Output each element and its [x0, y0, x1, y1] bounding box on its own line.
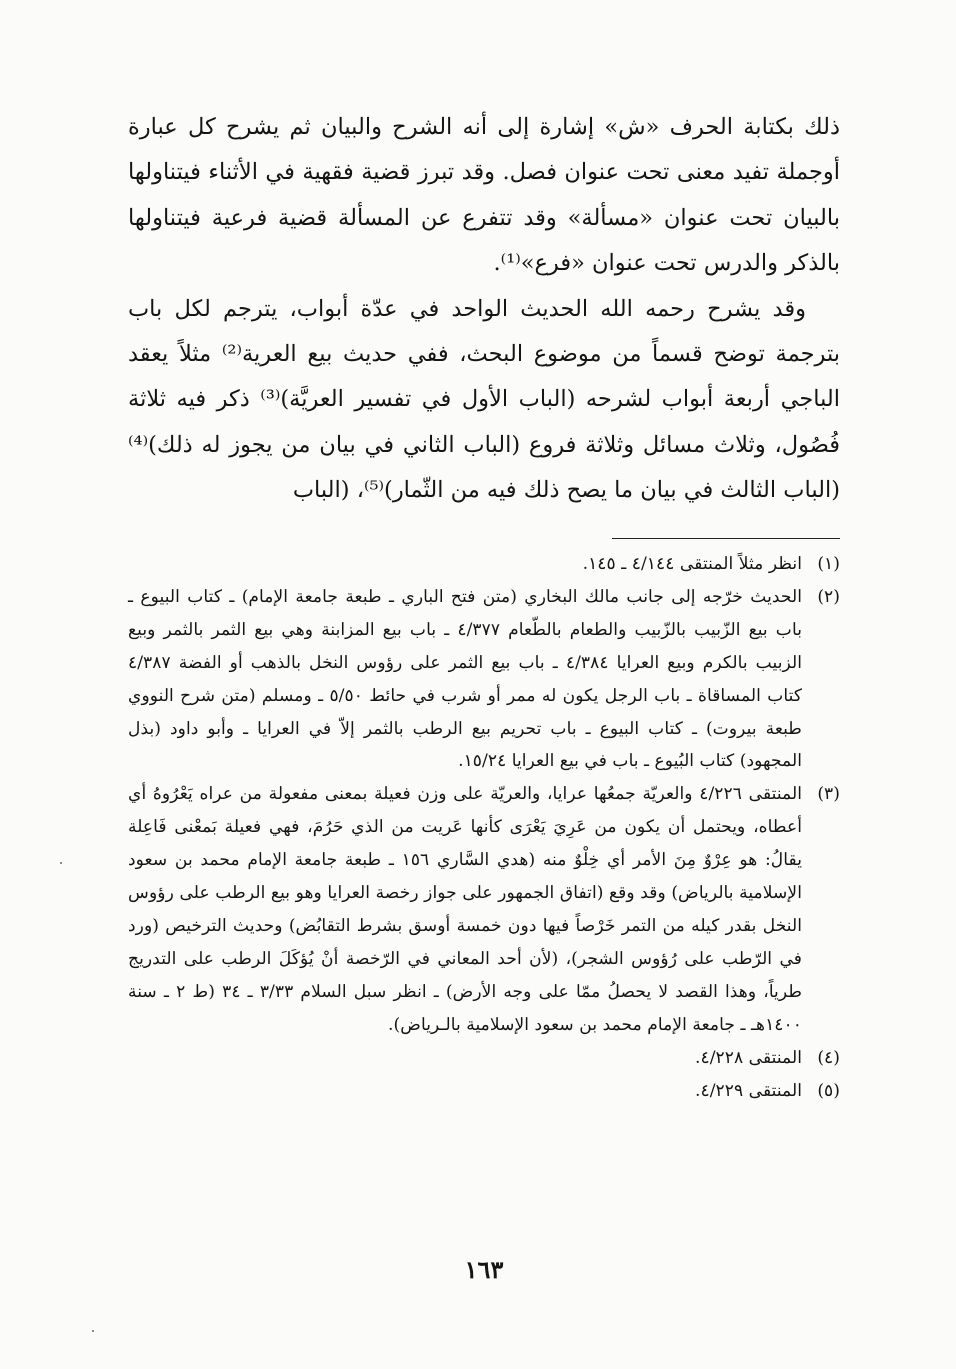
footnote-number: (٣)	[817, 784, 840, 805]
footnote-5	[128, 1075, 840, 1108]
footnotes	[128, 548, 840, 1107]
footnote-text: المنتقى ٤/٢٢٩.	[695, 1080, 802, 1101]
main-text	[128, 105, 840, 514]
footnote-2	[128, 581, 840, 778]
footnote-number: (٢)	[817, 586, 840, 607]
footnote-3	[128, 778, 840, 1041]
footnote-number: (٥)	[817, 1080, 840, 1101]
footnote-text: المنتقى ٤/٢٢٨.	[695, 1047, 802, 1068]
footnote-number: (١)	[817, 554, 840, 574]
footnote-4	[128, 1042, 840, 1075]
scan-speck	[60, 862, 62, 864]
book-page	[128, 0, 840, 1369]
footnote-text: انظر مثلاً المنتقى ٤/١٤٤ ـ ١٤٥.	[582, 554, 802, 574]
footnote-1	[128, 548, 840, 581]
page-number: ١٦٣	[464, 1255, 504, 1284]
footnote-separator	[612, 538, 840, 539]
footnote-number: (٤)	[817, 1047, 840, 1068]
body-paragraph-2: وقد يشرح رحمه الله الحديث الواحد في عدّة أبواب، يترجم لكل باب بترجمة توضح قسماً من موضوع البحث، ففي حديث بيع العرية⁽²⁾ مثلاً يعقد الباجي أربعة أبواب لشرحه (الباب الأول في تفسير العريَّة)⁽³⁾ ذكر فيه ثلاثة فُصُول، وثلاث مسائل وثلاثة فروع (الباب الثاني في بيان من يجوز له ذلك)⁽⁴⁾ (الباب الثالث في بيان ما يصح ذلك فيه من الثّمار)⁽⁵⁾، (الباب	[128, 295, 841, 504]
footnote-text: الحديث خرّجه إلى جانب مالك البخاري (متن فتح الباري ـ طبعة جامعة الإمام) ـ كتاب البيوع ـ باب بيع الزّبيب بالزّبيب والطعام بالطّعام ٤/٣٧٧ ـ باب بيع المزابنة وهي بيع الثمر بالثمر وبيع الزبيب بالكرم وبيع العرايا ٤/٣٨٤ ـ باب بيع الثمر على رؤوس النخل بالذهب أو الفضة ٤/٣٨٧ كتاب المساقاة ـ باب الرجل يكون له ممر أو شرب في حائط ٥/٥٠ ـ ومسلم (متن شرح النووي طبعة بيروت) ـ كتاب البيوع ـ باب تحريم بيع الرطب بالثمر إلاّ في العرايا ـ وأبو داود (بذل المجهود) كتاب البُيوع ـ باب في بيع العرايا ١٥/٢٤.	[128, 586, 803, 772]
footnote-text: المنتقى ٤/٢٢٦ والعريّة جمعُها عرايا، والعريّة على وزن فعيلة بمعنى مفعولة من عراه يَعْرُوهُ أي أعطاه، ويحتمل أن يكون من عَرِيَ يَعْرَى كأنها عَريت من الذي حَرُمَ، فهي فعيلة بَمعْنى فَاعِلة يقالُ: هو عِرْوٌ مِنَ الأمر أي خِلْوٌ منه (هدي السَّاري ١٥٦ ـ طبعة جامعة الإمام محمد بن سعود الإسلامية بالرياض) وقد وقع (اتفاق الجمهور على جواز رخصة العرايا وهو بيع الرطب على رؤوس النخل بقدر كيله من التمر خَرْصاً فيها دون خمسة أوسق بشرط التقابُض) وحديث الترخيص (ورد في الرّطب على رُؤوس الشجر)، (لأن أحد المعاني في الرّخصة أنْ يُؤكَلَ الرطب على التدريج طرياً، وهذا القصد لا يحصلُ ممّا على وجه الأرض) ـ انظر سبل السلام ٣/٣٣ ـ ٣٤ (ط ٢ ـ سنة ١٤٠٠هـ ـ جامعة الإمام محمد بن سعود الإسلامية بالـرياض).	[128, 784, 803, 1035]
scan-speck	[92, 1330, 94, 1332]
body-paragraph-1: ذلك بكتابة الحرف «ش» إشارة إلى أنه الشرح والبيان ثم يشرح كل عبارة أوجملة تفيد معنى تحت عنوان فصل. وقد تبرز قضية فقهية في الأثناء فيتناولها بالبيان تحت عنوان «مسألة» وقد تتفرع عن المسألة قضية فرعية فيتناولها بالذكر والدرس تحت عنوان «فرع»⁽¹⁾.	[128, 114, 840, 277]
